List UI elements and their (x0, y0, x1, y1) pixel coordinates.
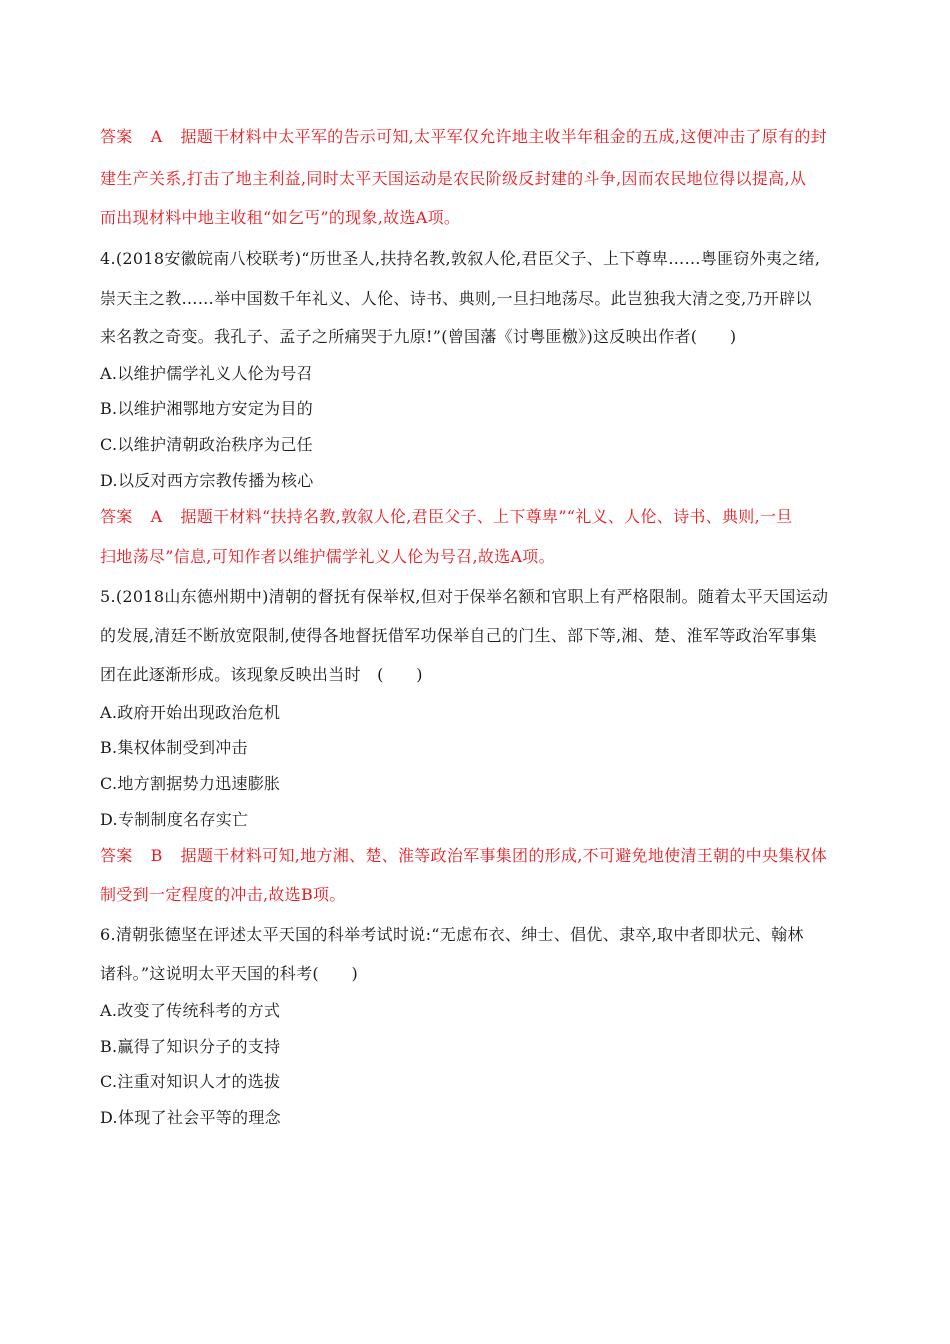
answer-q3-line-2: 建生产关系,打击了地主利益,同时太平天国运动是农民阶级反封建的斗争,因而农民地位得以提高,从 (100, 169, 807, 188)
answer-q5-line-1 (100, 845, 860, 867)
answer-q3-line-3: 而出现材料中地主收租“如乞丐”的现象,故选A项。 (100, 208, 461, 227)
q6-stem-line-1: 6.清朝张德坚在评述太平天国的科举考试时说:“无虑布衣、绅士、倡优、隶卒,取中者即状元、翰林 (100, 925, 804, 944)
answer-q4-line-2: 扫地荡尽”信息,可知作者以维护儒学礼义人伦为号召,故选A项。 (100, 547, 555, 566)
answer-label: 答案 (100, 507, 133, 526)
q6-option-c: C.注重对知识人才的选拔 (100, 1072, 281, 1091)
q5-option-a: A.政府开始出现政治危机 (100, 703, 281, 722)
q6-option-a: A.改变了传统科考的方式 (100, 1001, 281, 1020)
answer-label: 答案 (100, 846, 133, 865)
q5-option-b: B.集权体制受到冲击 (100, 738, 248, 757)
answer-q4-line-1 (100, 506, 860, 528)
q4-option-a: A.以维护儒学礼义人伦为号召 (100, 364, 313, 383)
q6-option-b: B.赢得了知识分子的支持 (100, 1037, 281, 1056)
answer-letter: A (150, 127, 163, 146)
q4-stem-line-2: 崇天主之教……举中国数千年礼义、人伦、诗书、典则,一旦扫地荡尽。此岂独我大清之变,乃开辟以 (100, 289, 812, 308)
answer-letter: B (150, 846, 163, 865)
answer-q5-line-2: 制受到一定程度的冲击,故选B项。 (100, 885, 346, 904)
q4-stem-line-1: 4.(2018安徽皖南八校联考)“历世圣人,扶持名教,敦叙人伦,君臣父子、上下尊卑……粤匪窃外夷之绪, (100, 249, 821, 268)
q5-stem-line-3: 团在此逐渐形成。该现象反映出当时 ( ) (100, 665, 423, 684)
q5-option-d: D.专制制度名存实亡 (100, 810, 249, 829)
q4-stem-line-3: 来名教之奇变。我孔子、孟子之所痛哭于九原!”(曾国藩《讨粤匪檄》)这反映出作者( ) (100, 327, 737, 346)
q4-option-c: C.以维护清朝政治秩序为己任 (100, 435, 313, 454)
answer-label: 答案 (100, 127, 133, 146)
answer-q3-line-1 (100, 126, 860, 148)
q6-option-d: D.体现了社会平等的理念 (100, 1108, 281, 1127)
answer-letter: A (150, 507, 163, 526)
q4-option-d: D.以反对西方宗教传播为核心 (100, 471, 314, 490)
answer-text: 据题干材料可知,地方湘、楚、淮等政治军事集团的形成,不可避免地使清王朝的中央集权体 (180, 846, 828, 865)
q5-option-c: C.地方割据势力迅速膨胀 (100, 774, 281, 793)
answer-text: 据题干材料“扶持名教,敦叙人伦,君臣父子、上下尊卑”“礼义、人伦、诗书、典则,一旦 (180, 507, 793, 526)
q5-stem-line-2: 的发展,清廷不断放宽限制,使得各地督抚借军功保举自己的门生、部下等,湘、楚、淮军等政治军事集 (100, 626, 818, 645)
q5-stem-line-1: 5.(2018山东德州期中)清朝的督抚有保举权,但对于保举名额和官职上有严格限制。随着太平天国运动 (100, 587, 829, 606)
answer-text: 据题干材料中太平军的告示可知,太平军仅允许地主收半年租金的五成,这便冲击了原有的封 (180, 127, 827, 146)
q4-option-b: B.以维护湘鄂地方安定为目的 (100, 399, 314, 418)
q6-stem-line-2: 诸科。”这说明太平天国的科考( ) (100, 964, 359, 983)
